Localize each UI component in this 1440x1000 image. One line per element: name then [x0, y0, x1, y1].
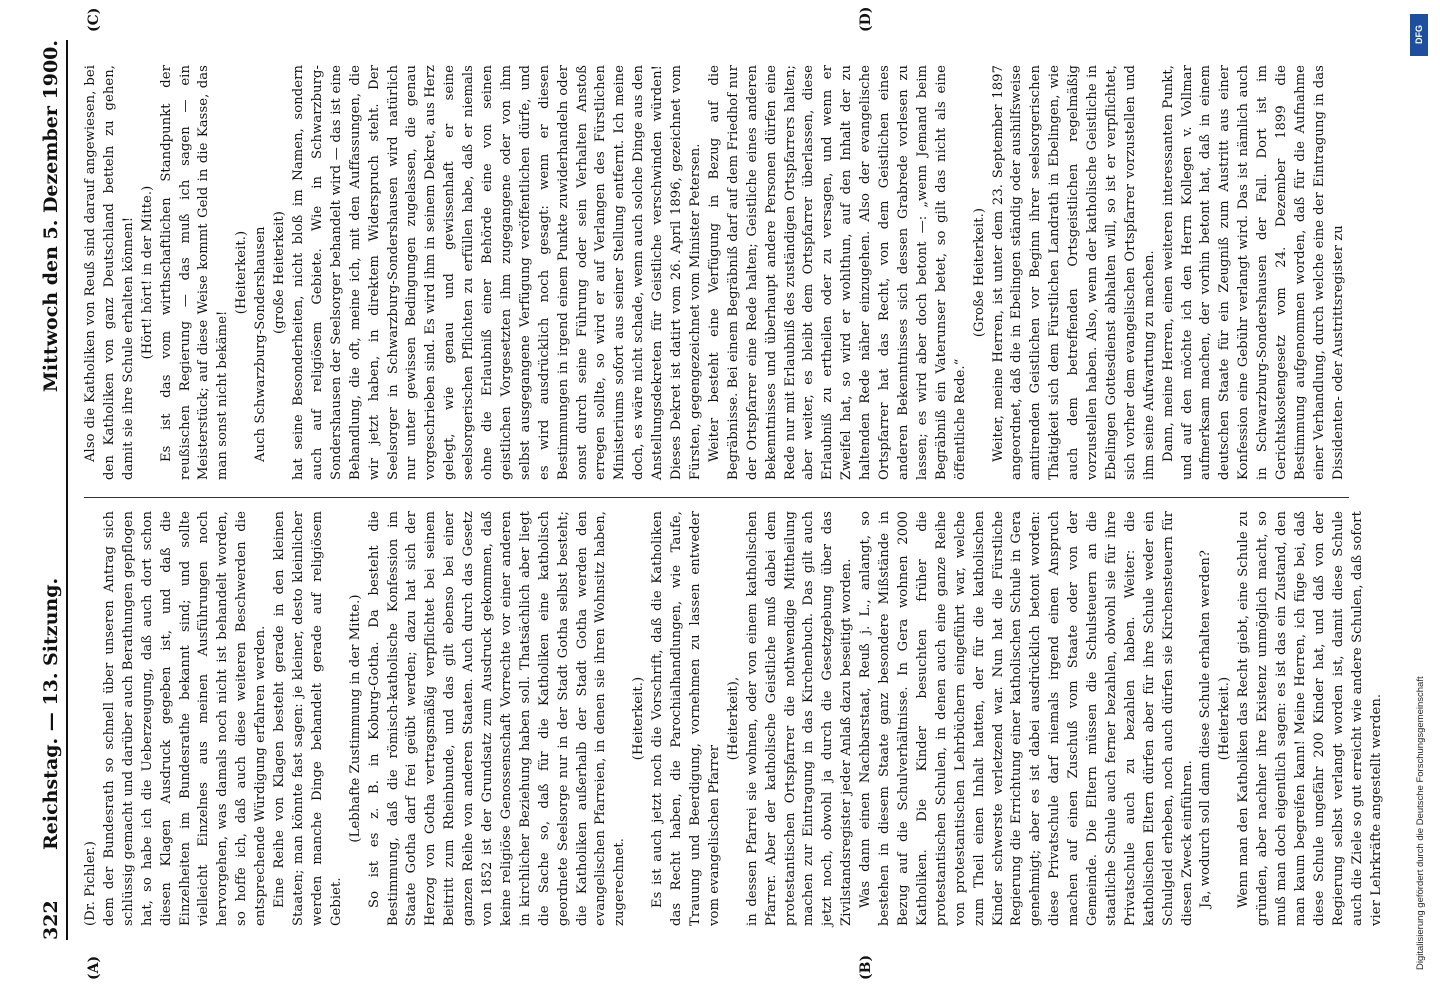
paragraph: Also die Katholiken von Reuß sind darauf angewiesen, bei den Katholiken von ganz Deutschland betteln zu gehen, damit sie ihre Schule erhalten können!	[83, 65, 136, 480]
interjection: (Heiterkeit),	[725, 676, 741, 761]
paragraph: Was dann einen Nachbarstaat, Reuß j. L., anlangt, so bestehen in diesem Staate ganz besondere Mißstände in Bezug auf die Schulverhältnisse. In Gera wohnen 2000 Katholiken. Die Kinder besuchten früher die protestantischen Schulen, in denen auch eine ganze Reihe von protestantischen Lehrbüchern eingeführt war, welche zum Theil einen Inhalt hatten, der für die katholischen Kinder schwerste verletzend war. Nun hat die Fürstliche Regierung die Errichtung einer katholischen Schule in Gera genehmigt; aber es ist dabei ausdrücklich betont worden: diese Privatschule darf niemals irgend einen Anspruch machen auf einen Zuschuß vom Staate oder von der Gemeinde. Die Eltern müssen die Schulsteuern an die staatliche Schule auch ferner bezahlen, obwohl sie für ihre Privatschule auch zu bezahlen haben. Weiter: die katholischen Eltern dürfen aber für ihre Schule weder ein Schulgeld erheben, noch auch dürfen sie Kirchensteuern für diesen Zweck einführen.	[858, 511, 1195, 926]
paragraph: Eine Reihe von Klagen besteht gerade in den kleinen Staaten; man könnte fast sagen: je kleiner, desto kleinlicher werden manche Dinge behandelt gerade auf religiösem Gebiet.	[272, 511, 344, 926]
right-column	[82, 65, 1352, 480]
dfg-logo	[1410, 14, 1428, 56]
paragraph: Es ist auch jetzt noch die Vorschrift, daß die Katholiken das Recht haben, die Parochialhandlungen, wie Taufe, Trauung und Beerdigung, vornehmen zu lassen entweder vom evangelischen Pfarrer	[650, 511, 722, 926]
watermark-text: Digitalisierung gefördert durch die Deutsche Forschungsgemeinschaft	[1415, 676, 1426, 970]
paragraph: Ja, wodurch soll dann diese Schule erhalten werden?	[1198, 550, 1214, 908]
paragraph: So ist es z. B. in Koburg-Gotha. Da besteht die Bestimmung, daß die römisch-katholische Konfession im Staate Gotha darf frei geübt werden; dazu hat sich der Herzog von Gotha vertragsmäßig verpflichtet bei seinem Beitritt zum Rheinbunde, und das gilt ebenso bei einer ganzen Reihe von anderen Staaten. Auch durch das Gesetz von 1852 ist der Grundsatz zum Ausdruck gekommen, daß keine religiöse Genossenschaft Vorrechte vor einer anderen in kirchlicher Beziehung haben soll. Thatsächlich aber liegt die Sache so, daß für die Katholiken eine katholisch geordnete Seelsorge nur in der Stadt Gotha selbst besteht; die Katholiken außerhalb der Stadt Gotha werden den evangelischen Pfarreien, in denen sie ihren Wohnsitz haben, zugerechnet.	[366, 511, 628, 926]
page-header	[38, 40, 68, 940]
funding-watermark	[1408, 10, 1432, 990]
header-title-left: Reichstag. — 13. Sitzung.	[40, 577, 62, 850]
interjection: (Lebhafte Zustimmung in der Mitte.)	[347, 594, 363, 843]
paragraph: hat seine Besonderheiten, nicht bloß im Namen, sondern auch auf religiösem Gebiete. Wie in Schwarzburg-Sondershausen der Seelsorger behandelt wird — das ist eine Behandlung, die oft, meine ich, mit den Auffassungen, die wir jetzt haben, in direktem Widerspruch steht. Der Seelsorger in Schwarzburg-Sondershausen wird natürlich nur unter gewissen Bedingungen zugelassen, die genau vorgeschrieben sind. Es wird ihm in seinem Dekret, aus Herz gelegt, wie genau und gewissenhaft er seine seelsorgerischen Pflichten zu erfüllen habe, daß er niemals ohne die Erlaubniß einer Behörde eine von seinen geistlichen Vorgesetzten ihm zugegangene oder von ihm selbst ausgegangene Verfügung veröffentlichen dürfe, und es wird ausdrücklich noch gesagt: wenn er diesen Bestimmungen in irgend einem Punkte zuwiderhandeln oder sonst durch seine Führung oder sein Verhalten Anstoß erregen sollte, so wird er auf Verlangen des Fürstlichen Ministeriums sofort aus seiner Stellung entfernt. Ich meine doch, es wäre nicht schade, wenn auch solche Dinge aus den Anstellungsdekreten für Geistliche verschwinden würden! Dieses Dekret ist datirt vom 26. April 1896, gezeichnet vom Fürsten, gegengezeichnet vom Minister Petersen.	[290, 65, 703, 480]
paragraph: Wenn man den Katholiken das Recht giebt, eine Schule zu gründen, aber nachher ihre Existenz unmöglich macht, so muß man doch eigentlich sagen: es ist das ein Zustand, den man kaum begreifen kann! Meine Herren, ich füge bei, daß diese Schule ungefähr 200 Kinder hat, und daß von der Regierung selbst verlangt worden ist, damit diese Schule auch die Ziele so gut erreicht wie andere Schulen, daß sofort vier Lehrkräfte angestellt werden.	[1236, 511, 1384, 926]
interjection: (Heiterkeit.)	[1217, 676, 1233, 761]
interjection: (Heiterkeit.)	[234, 230, 250, 315]
speaker-name: (Dr. Pichler.)	[83, 841, 98, 926]
margin-marker-c: (C)	[86, 7, 102, 32]
dfg-logo-text: DFG	[1414, 25, 1424, 44]
interjection: (Hört! hört! in der Mitte.)	[139, 185, 155, 360]
column-separator	[84, 497, 1349, 498]
paragraph: dem der Bundesrath so schnell über unseren Antrag sich schlüssig gemacht und darüber auch Berathungen gepflogen hat, so habe ich die Ueberzeugung, daß auch dort schon diesen Klagen Ausdruck gegeben ist, und daß die Einzelheiten im Bundesrathe bekannt sind; und sollte vielleicht Einzelnes aus meinen Ausführungen noch hervorgehen, was damals noch nicht ist behandelt worden, so hoffe ich, daß auch diese weiteren Beschwerden die entsprechende Würdigung erfahren werden.	[101, 511, 269, 926]
paragraph: Weiter besteht eine Verfügung in Bezug auf die Begräbnisse. Bei einem Begräbniß darf auf dem Friedhof nur der Ortspfarrer eine Rede halten; Geistliche eines anderen Bekenntnisses und überhaupt andere Personen dürfen eine Rede nur mit Erlaubniß des zuständigen Ortspfarrers halten; aber weiter, es bleibt dem Ortspfarrer überlassen, diese Erlaubniß zu ertheilen oder zu versagen, und wenn er Zweifel hat, so wird er wohlthun, auf den Inhalt der zu haltenden Rede näher einzugehen. Also der evangelische Ortspfarrer hat das Recht, von dem Geistlichen eines anderen Bekenntnisses sich dessen Grabrede vorlesen zu lassen; es wird aber doch betont —: „wenn Jemand beim Begräbniß ein Vaterunser betet, so gilt das nicht als eine öffentliche Rede.“	[706, 65, 968, 480]
paragraph: in dessen Pfarrei sie wohnen, oder von einem katholischen Pfarrer. Aber der katholische Geistliche muß dabei dem protestantischen Ortspfarrer die nothwendige Mittheilung machen zur Eintragung in das Kirchenbuch. Das gilt auch jetzt noch, obwohl ja durch die Gesetzgebung über das Zivilstandsregister jeder Anlaß dazu beseitigt worden.	[744, 511, 855, 926]
interjection: (große Heiterkeit)	[272, 211, 288, 334]
paragraph: Weiter, meine Herren, ist unter dem 23. September 1897 angeordnet, daß die in Ebelingen ständig oder aushilfsweise amtirenden Geistlichen vor Beginn ihrer seelsorgerischen Thätigkeit sich dem Fürstlichen Landrath in Ebelingen, wie auch dem betreffenden Ortsgeistlichen regelmäßig vorzustellen haben. Also, wenn der katholische Geistliche in Ebelingen Gottesdienst abhalten will, so ist er verpflichtet, sich vorher dem evangelischen Ortspfarrer vorzustellen und ihm seine Aufwartung zu machen.	[990, 65, 1157, 480]
header-rule	[66, 40, 68, 940]
left-column	[82, 511, 1384, 926]
paragraph: Es ist das vom wirthschaftlichen Standpunkt der reußischen Regierung — das muß ich sagen — ein Meisterstück; auf diese Weise kommt Geld in die Kasse, das man sonst nicht bekäme!	[158, 65, 231, 480]
margin-marker-d: (D)	[858, 6, 874, 32]
margin-marker-a: (A)	[86, 955, 102, 980]
paragraph: Dann, meine Herren, einen weiteren interessanten Punkt, und auf den möchte ich den Herrn Kollegen v. Vollmar aufmerksam machen, der vorhin betont hat, daß in einem deutschen Staate für ein Zeugniß zum Austritt aus einer Konfession eine Gebühr verlangt wird. Das ist nämlich auch in Schwarzburg-Sondershausen der Fall. Dort ist im Gerichtskostengesetz vom 24. Dezember 1899 die Bestimmung aufgenommen worden, daß für die Aufnahme einer Verhandlung, durch welche eine der Eintragung in das Dissidenten- oder Austrittsregister zu	[1160, 65, 1346, 480]
paragraph: Auch Schwarzburg-Sondershausen	[253, 226, 269, 462]
margin-marker-b: (B)	[858, 954, 874, 980]
page-number: 322	[40, 900, 62, 940]
interjection: (Große Heiterkeit.)	[971, 207, 987, 338]
header-title-right: Mittwoch den 5. Dezember 1900.	[40, 40, 62, 393]
interjection: (Heiterkeit.)	[631, 676, 647, 761]
